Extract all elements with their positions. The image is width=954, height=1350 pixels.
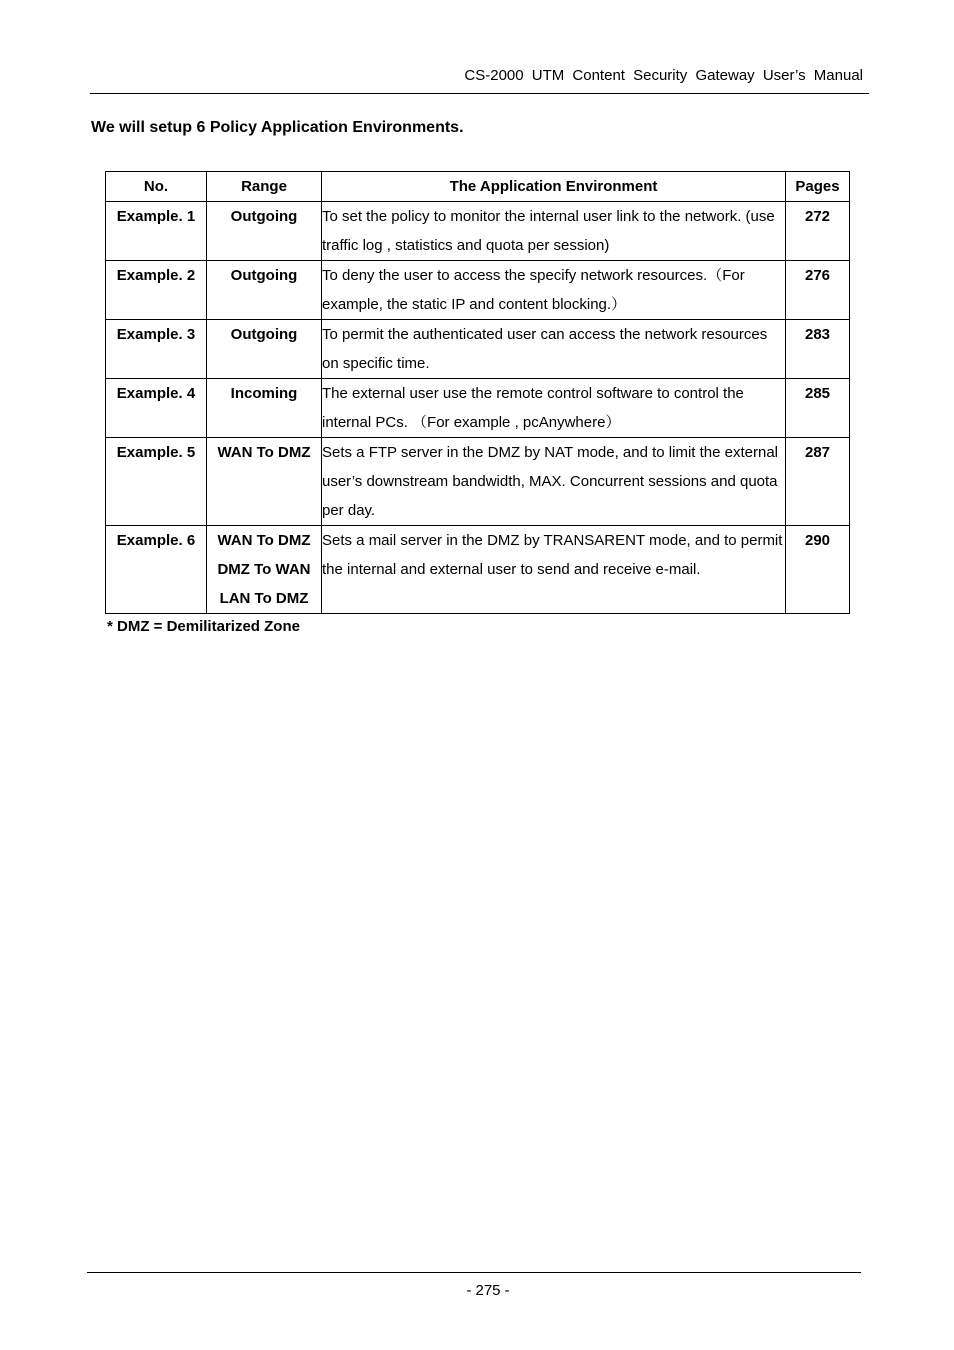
range-cell xyxy=(207,202,322,261)
column-header-pages: Pages xyxy=(786,172,850,202)
column-header-no: No. xyxy=(106,172,207,202)
environment-cell: To permit the authenticated user can access the network resources on specific time. xyxy=(322,320,786,379)
page-reference-cell: 285 xyxy=(786,379,850,438)
range-value: Outgoing xyxy=(230,267,298,284)
range-value: DMZ To WAN xyxy=(217,561,311,578)
table-row xyxy=(106,379,850,438)
range-value: Outgoing xyxy=(230,326,298,343)
page-header-title: CS-2000 UTM Content Security Gateway User’s Manual xyxy=(464,67,863,84)
environment-cell: Sets a FTP server in the DMZ by NAT mode, and to limit the external user’s downstream bandwidth, MAX. Concurrent sessions and quota per day. xyxy=(322,438,786,526)
example-number-cell: Example. 3 xyxy=(106,320,207,379)
page-reference-cell: 272 xyxy=(786,202,850,261)
range-cell xyxy=(207,261,322,320)
table-row xyxy=(106,261,850,320)
table-row xyxy=(106,438,850,526)
range-cell xyxy=(207,320,322,379)
example-number-cell: Example. 2 xyxy=(106,261,207,320)
range-value: Incoming xyxy=(230,385,298,402)
example-number-cell: Example. 1 xyxy=(106,202,207,261)
page-reference-cell: 276 xyxy=(786,261,850,320)
range-cell xyxy=(207,438,322,526)
table-header-row xyxy=(106,172,850,202)
example-number-cell: Example. 5 xyxy=(106,438,207,526)
column-header-environment: The Application Environment xyxy=(322,172,786,202)
page-reference-cell: 287 xyxy=(786,438,850,526)
dmz-footnote: * DMZ = Demilitarized Zone xyxy=(107,618,300,635)
range-cell xyxy=(207,526,322,614)
range-value: LAN To DMZ xyxy=(219,590,309,607)
page-reference-cell: 283 xyxy=(786,320,850,379)
environment-cell: The external user use the remote control software to control the internal PCs. （For example , pcAnywhere） xyxy=(322,379,786,438)
example-number-cell: Example. 4 xyxy=(106,379,207,438)
section-intro-heading: We will setup 6 Policy Application Environments. xyxy=(91,119,464,136)
policy-environments-table xyxy=(105,171,850,614)
header-divider xyxy=(90,93,869,94)
column-header-range: Range xyxy=(207,172,322,202)
page-number: - 275 - xyxy=(466,1282,510,1299)
range-value: WAN To DMZ xyxy=(217,444,311,461)
environment-cell: Sets a mail server in the DMZ by TRANSARENT mode, and to permit the internal and external user to send and receive e-mail. xyxy=(322,526,786,614)
footer-divider xyxy=(87,1272,861,1273)
example-number-cell: Example. 6 xyxy=(106,526,207,614)
range-cell xyxy=(207,379,322,438)
range-value: WAN To DMZ xyxy=(217,532,311,549)
table-row xyxy=(106,202,850,261)
environment-cell: To set the policy to monitor the internal user link to the network. (use traffic log , statistics and quota per session) xyxy=(322,202,786,261)
range-value: Outgoing xyxy=(230,208,298,225)
environment-cell: To deny the user to access the specify network resources.（For example, the static IP and content blocking.） xyxy=(322,261,786,320)
page-reference-cell: 290 xyxy=(786,526,850,614)
table-row xyxy=(106,526,850,614)
table-row xyxy=(106,320,850,379)
